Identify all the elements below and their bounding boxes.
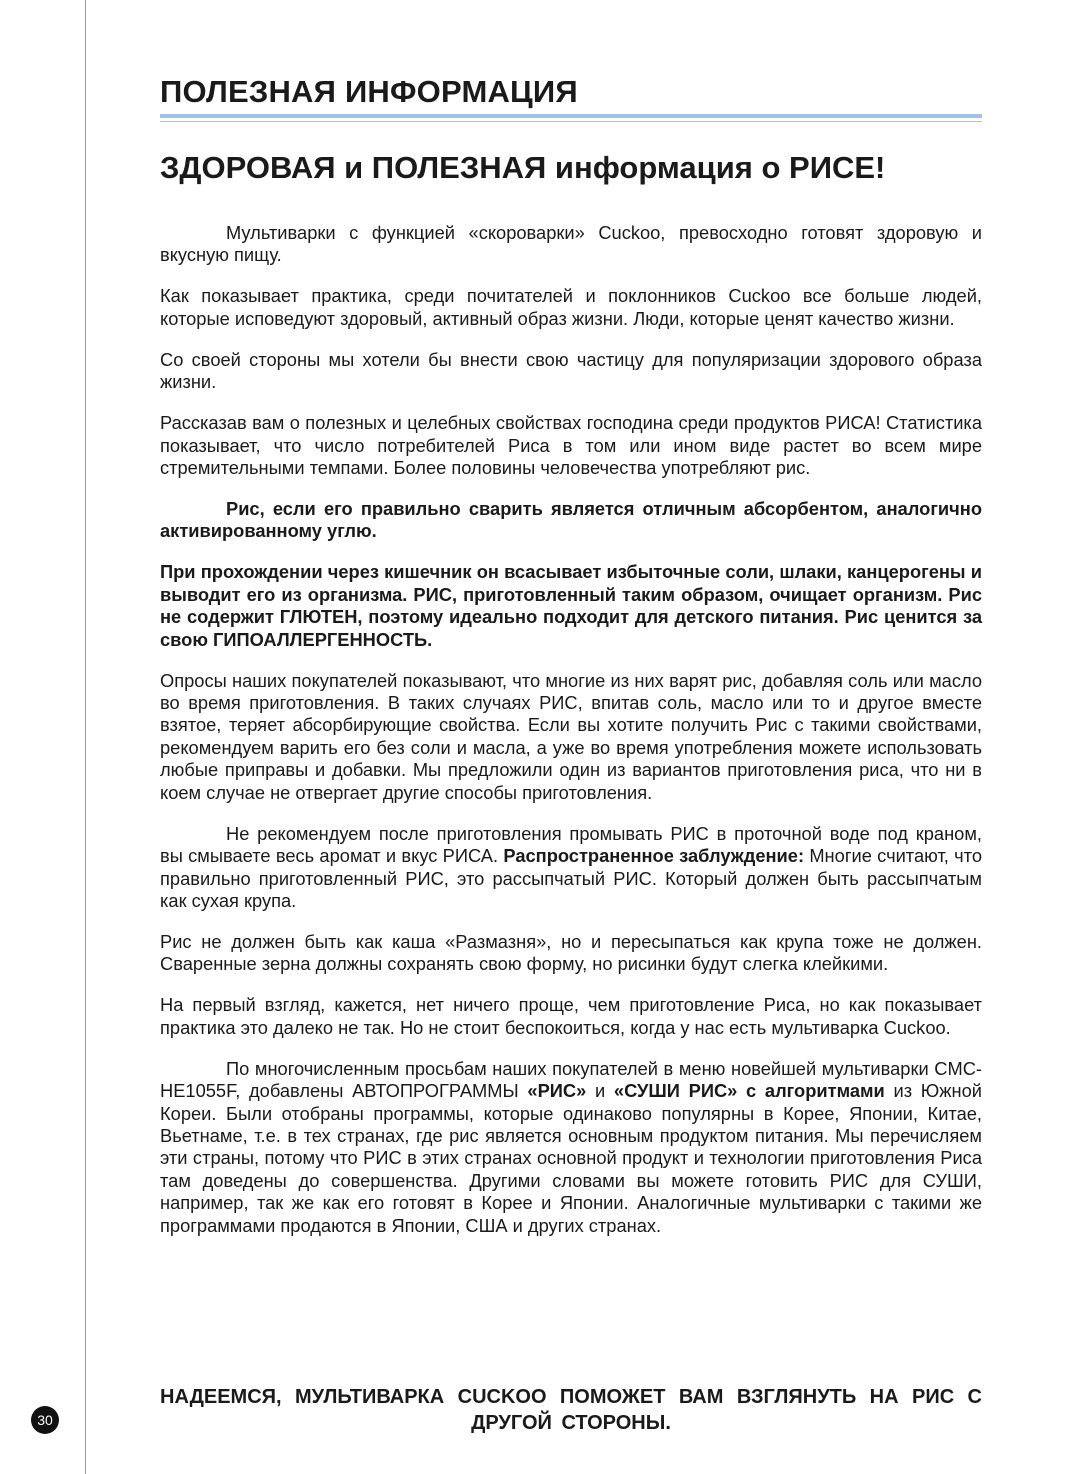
paragraph: Как показывает практика, среди почитателей и поклонников Cuckoo все больше людей, которые исповедуют здоровый, активный образ жизни. Люди, которые ценят качество жизни.: [160, 285, 982, 329]
article-body: [160, 222, 982, 1256]
text: из Южной Кореи. Были отобраны программы, которые одинаково популярны в Корее, Японии, Китае, Вьетнаме, т.е. в тех странах, где рис является основным продуктом питания. Мы перечисляем эти страны, потому что РИС в этих странах основной продукт и технологии приготовления Риса там доведены до совершенства. Другими словами вы можете готовить РИС для СУШИ, например, так же как его готовят в Корее и Японии. Аналогичные мультиварки с такими же программами продаются в Японии, США и других странах.: [160, 1080, 982, 1236]
paragraph: Рис не должен быть как каша «Размазня», но и пересыпаться как крупа тоже не должен. Сваренные зерна должны сохранять свою форму, но рисинки будут слегка клейкими.: [160, 930, 982, 975]
bold-text: «РИС»: [527, 1080, 587, 1102]
paragraph: Со своей стороны мы хотели бы внести свою частицу для популяризации здорового образа жизни.: [160, 348, 982, 393]
paragraph: Рассказав вам о полезных и целебных свойствах господина среди продуктов РИСА! Статистика показывает, что число потребителей Риса в том или ином виде растет во всем мире стремительными темпами. Более половины человечества употребляют рис.: [160, 412, 982, 479]
article-title: ЗДОРОВАЯ и ПОЛЕЗНАЯ информация о РИСЕ!: [160, 150, 886, 185]
header-rule-thin: [160, 121, 982, 122]
text: По многочисленным просьбам наших покупателей в меню новейшей мультиварки CMC-HE1055F, добавлены АВТОПРОГРАММЫ: [160, 1057, 982, 1102]
paragraph: Мультиварки с функцией «скороварки» Cuckoo, превосходно готовят здоровую и вкусную пищу.: [160, 222, 982, 266]
bold-text: Распространенное заблуждение:: [503, 845, 805, 867]
page-number: 30: [31, 1406, 59, 1434]
paragraph: [160, 823, 982, 913]
paragraph: На первый взгляд, кажется, нет ничего проще, чем приготовление Риса, но как показывает практика это далеко не так. Но не стоит беспокоиться, когда у нас есть мультиварка Cuckoo.: [160, 994, 982, 1038]
text: и: [586, 1080, 614, 1102]
paragraph: Опросы наших покупателей показывают, что многие из них варят рис, добавляя соль или масло во время приготовления. В таких случаях РИС, впитав соль, масло или то и другое вместе взятое, теряет абсорбирующие свойства. Если вы хотите получить Рис с такими свойствами, рекомендуем варить его без соли и масла, а уже во время употребления можете использовать любые приправы и добавки. Мы предложили один из вариантов приготовления риса, что ни в коем случае не отвергает другие способы приготовления.: [160, 669, 982, 803]
paragraph: [160, 1058, 982, 1237]
text: Не рекомендуем после приготовления промывать РИС в проточной воде под краном, вы смываете весь аромат и вкус РИСА.: [160, 822, 982, 867]
margin-line: [85, 0, 86, 1474]
paragraph-bold: При прохождении через кишечник он всасывает избыточные соли, шлаки, канцерогены и выводит его из организма. РИС, приготовленный таким образом, очищает организм. Рис не содержит ГЛЮТЕН, поэтому идеально подходит для детского питания. Рис ценится за свою ГИПОАЛЛЕРГЕННОСТЬ.: [160, 561, 982, 650]
text: Многие считают, что правильно приготовленный РИС, это рассыпчатый РИС. Который должен быть рассыпчатым как сухая крупа.: [160, 845, 983, 911]
header-rule-thick: [160, 114, 982, 118]
bold-text: «СУШИ РИС» с алгоритмами: [613, 1080, 885, 1102]
paragraph-bold: Рис, если его правильно сварить является отличным абсорбентом, аналогично активированному углю.: [160, 498, 982, 542]
closing-statement: НАДЕЕМСЯ, МУЛЬТИВАРКА CUCKOO ПОМОЖЕТ ВАМ ВЗГЛЯНУТЬ НА РИС С ДРУГОЙ СТОРОНЫ.: [160, 1386, 982, 1434]
section-title: ПОЛЕЗНАЯ ИНФОРМАЦИЯ: [160, 74, 578, 109]
